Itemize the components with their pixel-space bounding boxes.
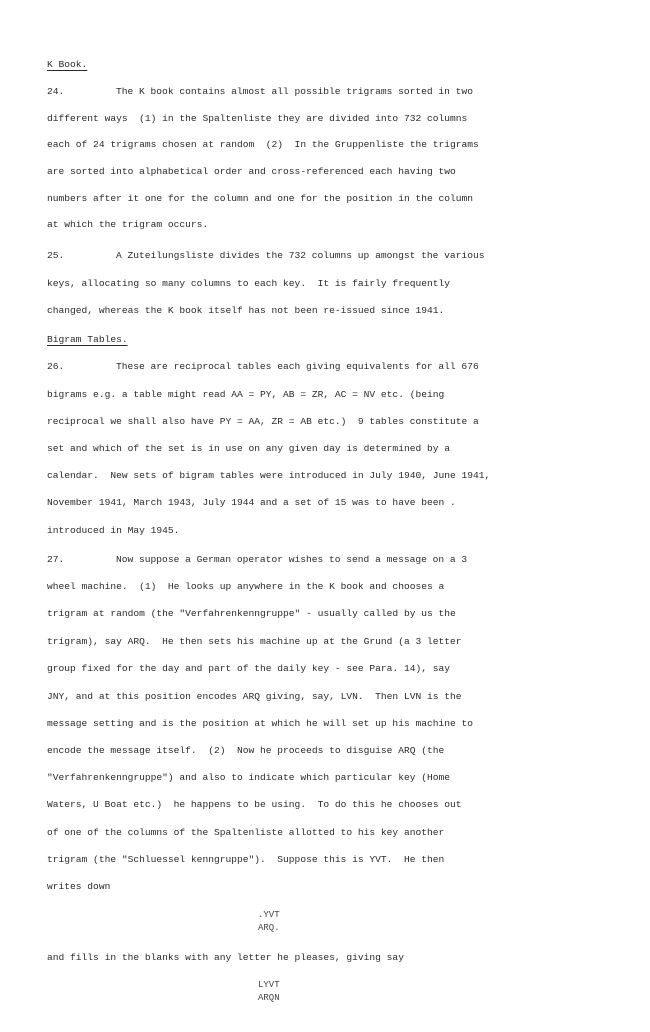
paragraph-line: changed, whereas the K book itself has not been re-issued since 1941.: [47, 305, 445, 316]
paragraph-line: of one of the columns of the Spaltenliste allotted to his key another: [47, 827, 445, 838]
paragraph-number: 26.: [47, 361, 65, 372]
paragraph-line: November 1941, March 1943, July 1944 and a set of 15 was to have been .: [47, 497, 456, 508]
line-text: A Zuteilungsliste divides the 732 columns up amongst the various: [116, 250, 485, 261]
paragraph-line: Waters, U Boat etc.) he happens to be using. To do this he chooses out: [47, 799, 462, 810]
paragraph-line: group fixed for the day and part of the daily key - see Para. 14), say: [47, 663, 451, 674]
paragraph-line: calendar. New sets of bigram tables were introduced in July 1940, June 1941,: [47, 470, 491, 481]
paragraph-line: bigrams e.g. a table might read AA = PY, AB = ZR, AC = NV etc. (being: [47, 389, 445, 400]
paragraph-line: writes down: [47, 881, 111, 892]
paragraph-number: 27.: [47, 554, 65, 565]
paragraph-number: 25.: [47, 250, 65, 261]
line-text: These are reciprocal tables each giving equivalents for all 676: [116, 361, 479, 372]
paragraph-line: numbers after it one for the column and one for the position in the column: [47, 193, 474, 204]
section-heading-k-book: K Book.: [47, 59, 88, 70]
paragraph-line: each of 24 trigrams chosen at random (2) In the Gruppenliste the trigrams: [47, 139, 479, 150]
paragraph-line: trigram (the "Schluessel kenngruppe"). Suppose this is YVT. He then: [47, 854, 445, 865]
paragraph-line: [47, 86, 473, 98]
paragraph-line: [47, 361, 479, 373]
paragraph-line: message setting and is the position at which he will set up his machine to: [47, 718, 474, 729]
paragraph-line: set and which of the set is in use on any given day is determined by a: [47, 443, 451, 454]
example-filled-line: LYVT: [258, 980, 280, 990]
paragraph-line: trigram at random (the "Verfahrenkenngruppe" - usually called by us the: [47, 608, 456, 619]
paragraph-line: are sorted into alphabetical order and cross-referenced each having two: [47, 166, 456, 177]
paragraph-line: JNY, and at this position encodes ARQ giving, say, LVN. Then LVN is the: [47, 691, 462, 702]
section-heading-bigram-tables: Bigram Tables.: [47, 334, 128, 345]
example-filled-line: ARQN: [258, 993, 280, 1003]
paragraph-line: [47, 554, 467, 566]
paragraph-line: at which the trigram occurs.: [47, 219, 209, 230]
line-text: The K book contains almost all possible trigrams sorted in two: [116, 86, 473, 97]
paragraph-line: "Verfahrenkenngruppe") and also to indicate which particular key (Home: [47, 772, 451, 783]
paragraph-line: reciprocal we shall also have PY = AA, ZR = AB etc.) 9 tables constitute a: [47, 416, 479, 427]
paragraph-line: encode the message itself. (2) Now he proceeds to disguise ARQ (the: [47, 745, 445, 756]
paragraph-line: introduced in May 1945.: [47, 525, 180, 536]
paragraph-line: different ways (1) in the Spaltenliste they are divided into 732 columns: [47, 113, 468, 124]
paragraph-number: 24.: [47, 86, 65, 97]
paragraph-line: [47, 250, 484, 262]
paragraph-line: and fills in the blanks with any letter he pleases, giving say: [47, 952, 404, 963]
example-indicator-line: ARQ.: [258, 923, 280, 933]
example-indicator-line: .YVT: [258, 910, 280, 920]
paragraph-line: trigram), say ARQ. He then sets his machine up at the Grund (a 3 letter: [47, 636, 462, 647]
paragraph-line: wheel machine. (1) He looks up anywhere in the K book and chooses a: [47, 581, 445, 592]
paragraph-line: keys, allocating so many columns to each key. It is fairly frequently: [47, 278, 451, 289]
line-text: Now suppose a German operator wishes to send a message on a 3: [116, 554, 468, 565]
